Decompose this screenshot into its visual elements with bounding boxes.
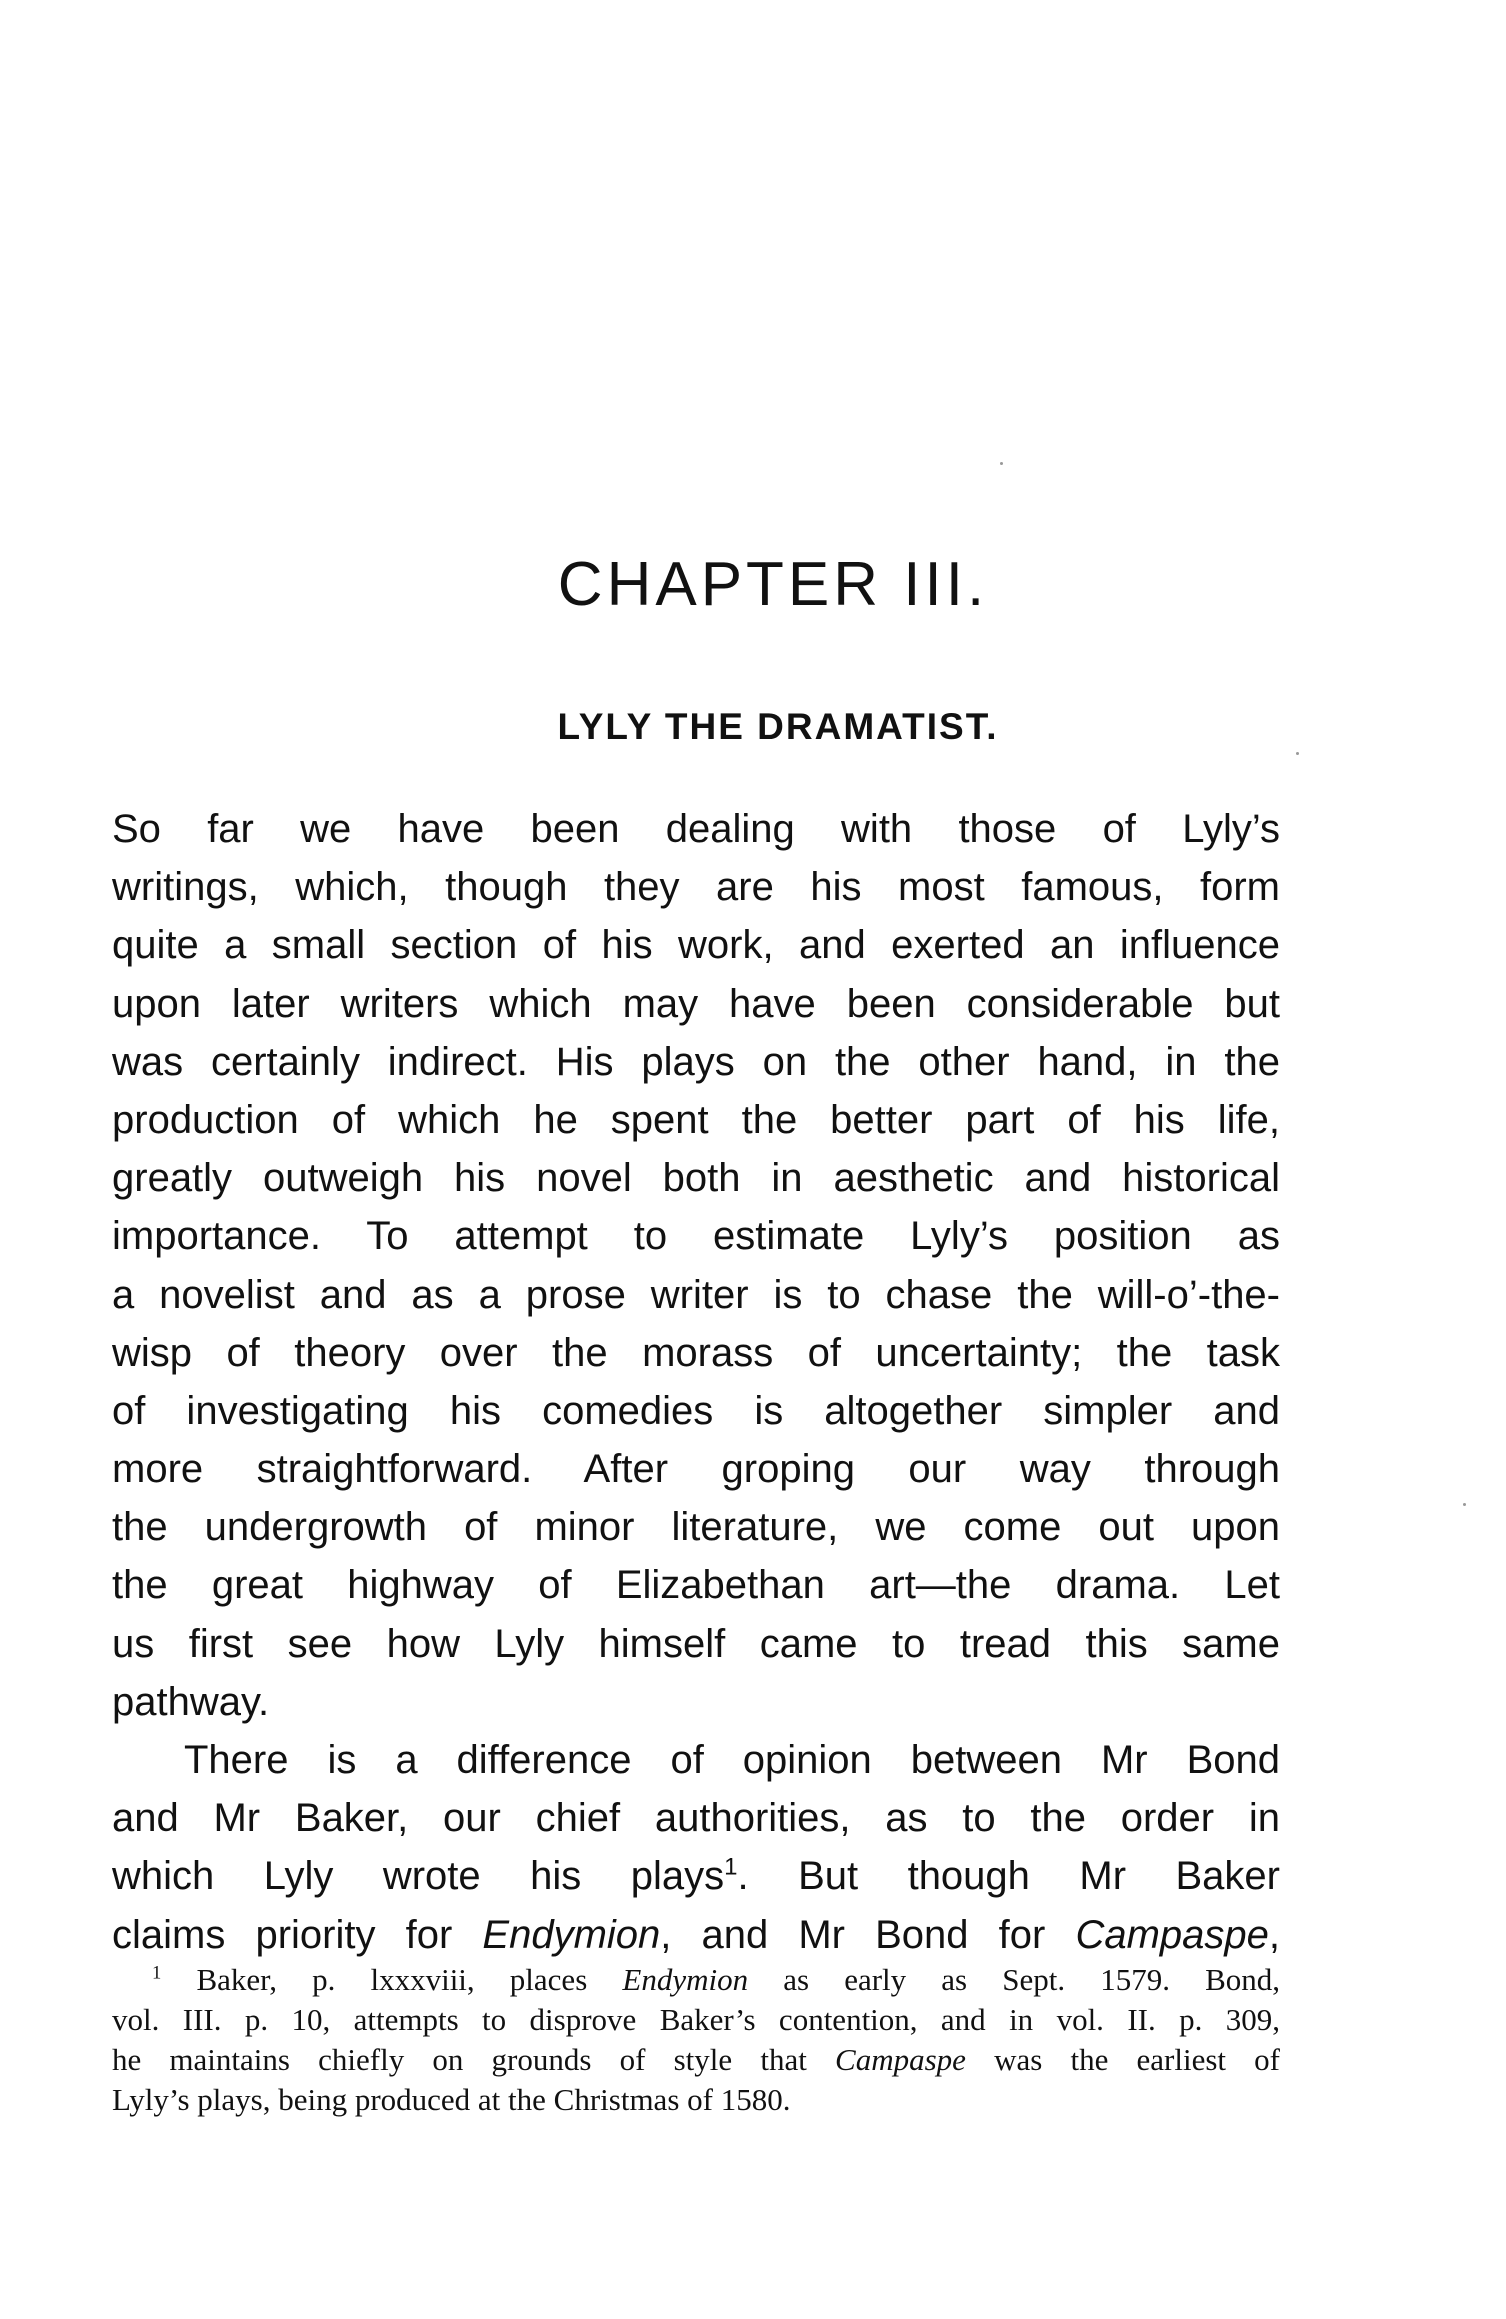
footnote-ref: 1 — [724, 1854, 738, 1882]
line-text: . But though Mr Baker — [737, 1854, 1280, 1899]
body-line: the great highway of Elizabethan art—the drama. Let — [112, 1563, 1280, 1608]
footnote-line — [112, 1960, 1280, 2000]
body-line: quite a small section of his work, and exerted an influence — [112, 923, 1280, 968]
body-line — [112, 1847, 1280, 1905]
body-line: wisp of theory over the morass of uncertainty; the task — [112, 1330, 1280, 1375]
scan-speck — [1000, 462, 1003, 465]
play-title: Campaspe — [835, 2042, 966, 2077]
line-text: claims priority for — [112, 1912, 453, 1957]
line-text: , — [1268, 1912, 1280, 1957]
scan-speck — [1296, 752, 1299, 755]
play-title: Endymion — [622, 1962, 749, 1997]
footnote-line: Lyly’s plays, being produced at the Christmas of 1580. — [112, 2082, 791, 2117]
footnote-text: as early as Sept. 1579. Bond, — [748, 1962, 1281, 1997]
footnote-line — [112, 2040, 1280, 2080]
footnote-text: he maintains chiefly on grounds of style that — [112, 2042, 807, 2077]
footnote-text: was the earliest of — [965, 2042, 1281, 2077]
body-line: and Mr Baker, our chief authorities, as to the order in — [112, 1796, 1280, 1841]
body-line: There is a difference of opinion between Mr Bond — [184, 1738, 1280, 1782]
body-line: of investigating his comedies is altogether simpler and — [112, 1388, 1280, 1433]
body-line: writings, which, though they are his most famous, form — [112, 865, 1280, 910]
body-text — [112, 800, 1280, 1964]
play-title: Endymion — [482, 1912, 661, 1957]
body-line: greatly outweigh his novel both in aesthetic and historical — [112, 1156, 1280, 1201]
body-line — [112, 1906, 1280, 1964]
chapter-title: CHAPTER III. — [557, 550, 989, 619]
body-line: was certainly indirect. His plays on the other hand, in the — [112, 1039, 1280, 1084]
line-text: , and Mr Bond for — [660, 1912, 1046, 1957]
chapter-subtitle: LYLY THE DRAMATIST. — [557, 706, 999, 747]
body-line: more straightforward. After groping our way through — [112, 1447, 1280, 1492]
footnote-marker: 1 — [152, 1962, 162, 1984]
play-title: Campaspe — [1075, 1912, 1269, 1957]
body-line: pathway. — [112, 1679, 270, 1724]
body-line: importance. To attempt to estimate Lyly’s position as — [112, 1214, 1280, 1259]
footnote-line: vol. III. p. 10, attempts to disprove Baker’s contention, and in vol. II. p. 309, — [112, 2002, 1280, 2037]
footnote-text: Baker, p. lxxxviii, places — [196, 1962, 588, 1997]
footnotes — [112, 1960, 1280, 2120]
body-line: production of which he spent the better part of his life, — [112, 1097, 1280, 1142]
body-line: the undergrowth of minor literature, we come out upon — [112, 1505, 1280, 1550]
body-line: us first see how Lyly himself came to tread this same — [112, 1621, 1280, 1666]
body-line: a novelist and as a prose writer is to chase the will-o’-the- — [112, 1272, 1280, 1317]
scan-speck — [1463, 1503, 1466, 1506]
body-line: So far we have been dealing with those of Lyly’s — [112, 807, 1280, 851]
line-text: which Lyly wrote his plays — [112, 1854, 725, 1899]
body-line: upon later writers which may have been considerable but — [112, 981, 1280, 1026]
